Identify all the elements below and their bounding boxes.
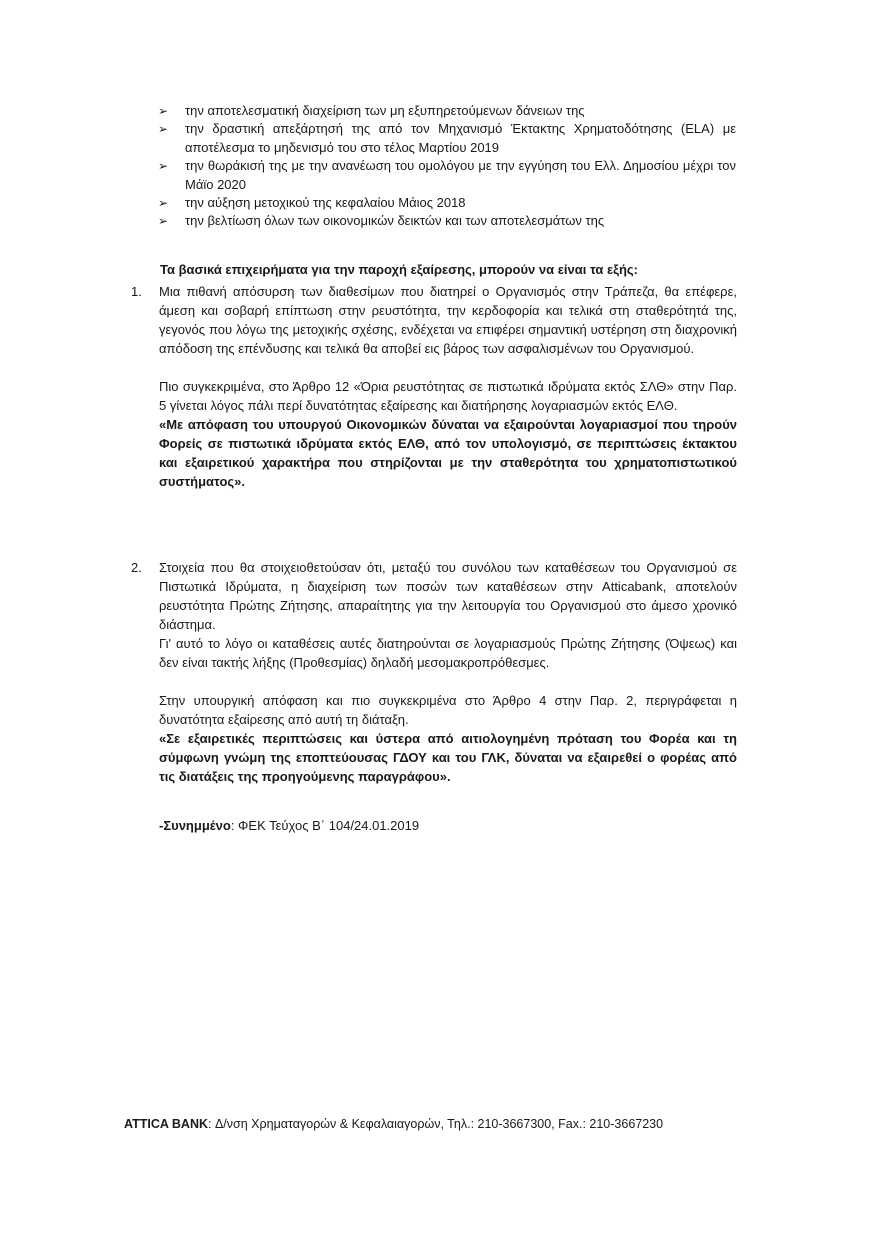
footer-company: ATTICA BANK: [124, 1117, 209, 1131]
list-item: ➢ την αποτελεσματική διαχείριση των μη εξυπηρετούμενων δάνειων της: [158, 102, 736, 120]
arrow-bullet-icon: ➢: [158, 159, 169, 174]
item1-paragraph: Μια πιθανή απόσυρση των διαθεσίμων που διατηρεί ο Οργανισμός στην Τράπεζα, θα επέφερε, άμεση και σοβαρή επίπτωση στην ρευστότητα, την κερδοφορία και τελικά στη σταθερότητά της, γεγονός που λόγω της μετοχικής σχέσης, ενδέχεται να επιφέρει σημαντική υστέρηση στη διαχρονική απόδοση της επένδυσης και τελικά θα αποβεί εις βάρος των ασφαλισμένων του Οργανισμού.: [159, 284, 737, 356]
item1-paragraph-article12: Πιο συγκεκριμένα, στο Άρθρο 12 «Όρια ρευστότητας σε πιστωτικά ιδρύματα εκτός ΣΛΘ» στην Παρ. 5 γίνεται λόγος πάλι περί δυνατότητας εξαίρεσης και διατήρησης λογαριασμών εκτός ΕΛΘ.: [159, 379, 737, 413]
item2-paragraph-deposits: Γι' αυτό το λόγο οι καταθέσεις αυτές διατηρούνται σε λογαριασμούς Πρώτης Ζήτησης (Όψεως) και δεν είναι τακτής λήξης (Προθεσμίας) δηλαδή μεσομακροπρόθεσμες.: [159, 636, 737, 670]
arrow-bullet-icon: ➢: [158, 196, 169, 211]
item2-paragraph-article4: Στην υπουργική απόφαση και πιο συγκεκριμένα στο Άρθρο 4 στην Παρ. 2, περιγράφεται η δυνατότητα εξαίρεσης από αυτή τη διάταξη.: [159, 693, 737, 727]
item2-paragraph: Στοιχεία που θα στοιχειοθετούσαν ότι, μεταξύ του συνόλου των καταθέσεων του Οργανισμού σε Πιστωτικά Ιδρύματα, η διαχείριση των ποσών των καταθέσεων στην Atticabank, αποτελούν ρευστότητα Πρώτης Ζήτησης, απαραίτητης για την λειτουργία του Οργανισμού στο άμεσο χρονικό διάστημα.: [159, 560, 737, 632]
item1-quote: «Με απόφαση του υπουργού Οικονομικών δύναται να εξαιρούνται λογαριασμοί που τηρούν Φορείς σε πιστωτικά ιδρύματα εκτός ΕΛΘ, από τον υπολογισμό, σε περιπτώσεις έκτακτου και εξαιρετικού χαρακτήρα που στηρίζονται με την σταθερότητα του χρηματοπιστωτικού συστήματος».: [159, 417, 737, 489]
list-item: ➢ την δραστική απεξάρτησή της από τον Μηχανισμό Έκτακτης Χρηματοδότησης (ELA) με αποτέλεσμα το μηδενισμό του στο τέλος Μαρτίου 2019: [158, 121, 736, 155]
item2-quote: «Σε εξαιρετικές περιπτώσεις και ύστερα από αιτιολογημένη πρόταση του Φορέα και τη σύμφωνη γνώμη της εποπτεύουσας ΓΔΟΥ και του ΓΛΚ, δύναται να εξαιρεθεί ο φορέας από τις διατάξεις της προηγούμενης παραγράφου».: [159, 731, 737, 784]
list-item: ➢ την αύξηση μετοχικού της κεφαλαίου Μάιος 2018: [158, 194, 736, 212]
arrow-bullet-icon: ➢: [158, 122, 169, 137]
page-footer: [124, 1116, 714, 1133]
list-item: ➢ την θωράκισή της με την ανανέωση του ομολόγου με την εγγύηση του Ελλ. Δημοσίου μέχρι τον Μάϊο 2020: [158, 158, 736, 192]
item-number: 1.: [131, 284, 142, 299]
numbered-item-2: [131, 558, 737, 786]
arguments-heading: Τα βασικά επιχειρήματα για την παροχή εξαίρεσης, μπορούν να είναι τα εξής:: [160, 262, 638, 277]
item-number: 2.: [131, 560, 142, 575]
attachment-note: [159, 818, 419, 833]
bullet-list: [158, 102, 736, 231]
attachment-text: : ΦΕΚ Τεύχος Β΄ 104/24.01.2019: [230, 818, 420, 833]
list-item: ➢ την βελτίωση όλων των οικονομικών δεικτών και των αποτελεσμάτων της: [158, 212, 736, 230]
numbered-item-1: [131, 282, 737, 491]
footer-contact: : Δ/νση Χρηματαγορών & Κεφαλαιαγορών, Τηλ.: 210-3667300, Fax.: 210-3667230: [208, 1117, 664, 1131]
arrow-bullet-icon: ➢: [158, 104, 169, 118]
attachment-label: -Συνημμένο: [159, 818, 231, 833]
arrow-bullet-icon: ➢: [158, 214, 169, 229]
